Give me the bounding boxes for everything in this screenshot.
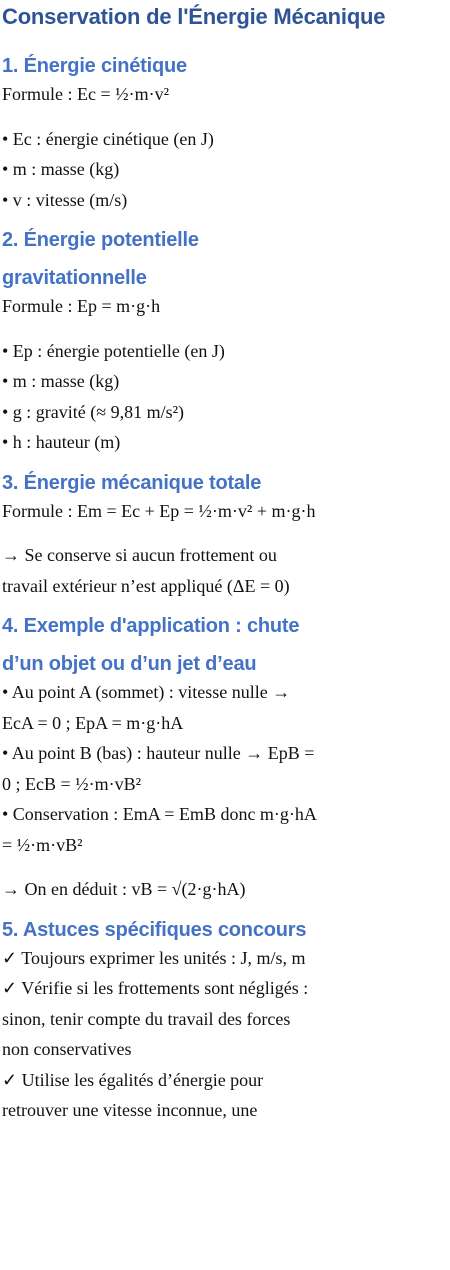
list-item: • Ep : énergie potentielle (en J) (2, 340, 225, 361)
section-4-line: • Au point B (bas) : hauteur nulle → EpB = (2, 743, 315, 763)
document-page (2, 0, 448, 1126)
section-4-line: = ½·m·vB² (2, 834, 83, 855)
section-5-heading: 5. Astuces spécifiques concours (2, 918, 307, 941)
section-5-line: ✓ Vérifie si les frottements sont négligés : (2, 978, 309, 998)
section-4-line: 0 ; EcB = ½·m·vB² (2, 773, 142, 794)
section-5-line: sinon, tenir compte du travail des forces (2, 1008, 291, 1029)
section-5-line: non conservatives (2, 1039, 132, 1059)
section-5-line: ✓ Toujours exprimer les unités : J, m/s, m (2, 947, 306, 968)
section-3-note: → Se conserve si aucun frottement ou (2, 545, 277, 565)
section-4-line: • Conservation : EmA = EmB donc m·g·hA (2, 804, 317, 824)
list-item: • h : hauteur (m) (2, 432, 121, 452)
section-3-formula: Formule : Em = Ec + Ep = ½·m·v² + m·g·h (2, 500, 316, 521)
list-item: • g : gravité (≈ 9,81 m/s²) (2, 401, 185, 422)
section-2-heading-line-1: 2. Énergie potentielle (2, 229, 199, 251)
section-3-heading: 3. Énergie mécanique totale (2, 471, 262, 494)
list-item: • v : vitesse (m/s) (2, 189, 128, 210)
section-2-heading-line-2: gravitationnelle (2, 267, 147, 289)
section-4-heading-line-2: d’un objet ou d’un jet d’eau (2, 653, 257, 675)
list-item: • m : masse (kg) (2, 159, 120, 179)
page-title: Conservation de l'Énergie Mécanique (2, 4, 386, 29)
list-item: • m : masse (kg) (2, 371, 120, 391)
section-4-line: EcA = 0 ; EpA = m·g·hA (2, 712, 184, 733)
list-item: • Ec : énergie cinétique (en J) (2, 128, 214, 149)
section-4-result: → On en déduit : vB = √(2·g·hA) (2, 879, 246, 899)
section-1-heading: 1. Énergie cinétique (2, 55, 187, 77)
section-1-formula: Formule : Ec = ½·m·v² (2, 84, 170, 104)
section-4-line: • Au point A (sommet) : vitesse nulle → (2, 682, 291, 702)
section-5-line: retrouver une vitesse inconnue, une (2, 1100, 258, 1120)
section-4-heading-line-1: 4. Exemple d'application : chute (2, 615, 300, 637)
section-3-note: travail extérieur n’est appliqué (ΔE = 0) (2, 575, 290, 596)
section-2-formula: Formule : Ep = m·g·h (2, 296, 161, 316)
section-5-line: ✓ Utilise les égalités d’énergie pour (2, 1069, 264, 1090)
